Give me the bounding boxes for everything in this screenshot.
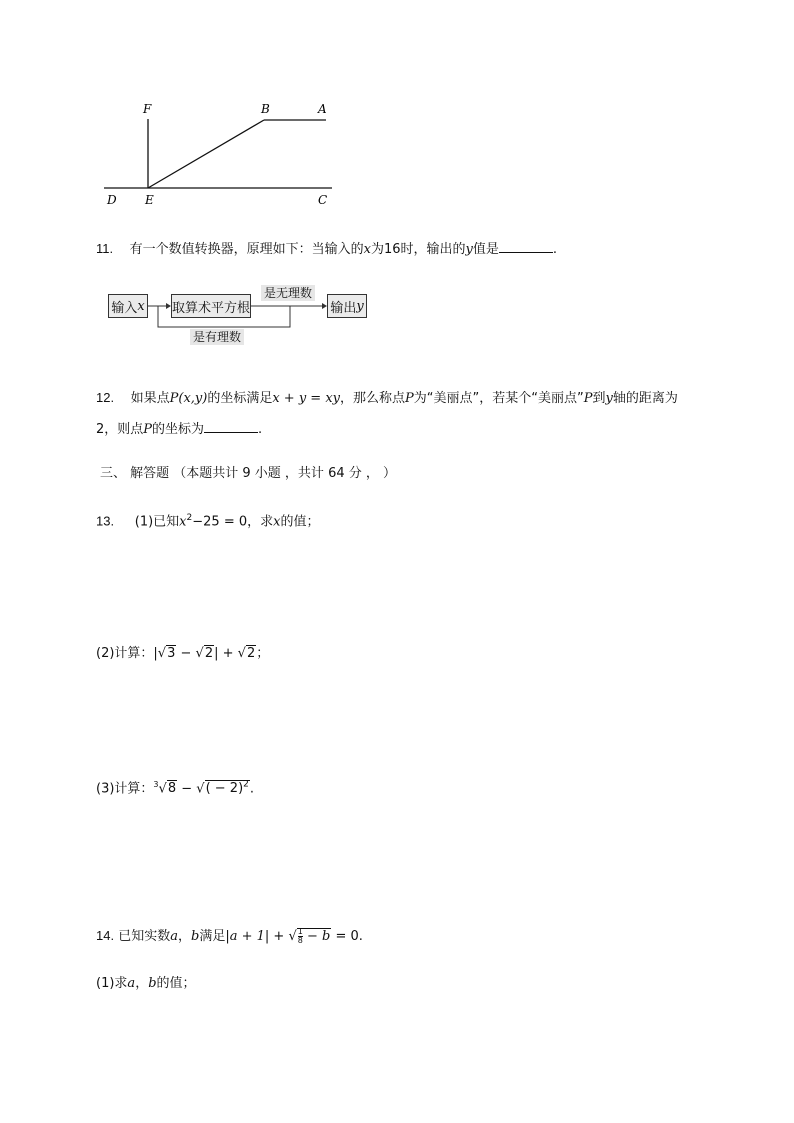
period: .: [552, 242, 558, 257]
variable-a: a: [127, 976, 136, 991]
point-label-e: E: [145, 193, 154, 207]
input-variable: x: [137, 298, 145, 314]
question-text: 有一个数值转换器，原理如下：当输入的: [129, 242, 364, 257]
input-label: 输入: [111, 300, 138, 316]
variable-p: P: [583, 391, 593, 406]
exponent: 2: [243, 780, 249, 790]
point-label-a: A: [318, 102, 327, 116]
question-text: 如果点: [130, 391, 170, 406]
question-text: (1)求: [96, 976, 128, 991]
radicand-inner: ( − 2): [205, 781, 244, 797]
equation: x + y = xy: [272, 391, 341, 406]
radicand: 3: [167, 646, 176, 661]
process-box: [171, 294, 251, 318]
operator: | +: [214, 646, 238, 661]
fraction-numerator: 1: [297, 927, 303, 936]
radicand: [205, 780, 250, 796]
question-text: 的值；: [156, 976, 196, 991]
irrational-label: 是无理数: [261, 285, 315, 301]
fraction-denominator: 8: [297, 936, 303, 945]
question-text: 2，则点: [96, 422, 144, 437]
line-eb: [148, 120, 264, 188]
question-text: (1)已知: [134, 514, 180, 530]
question-number: 12.: [96, 390, 115, 405]
variable-x: x: [363, 242, 371, 257]
question-text: 已知实数: [118, 929, 171, 944]
question-number: 14.: [96, 928, 115, 943]
point-label-f: F: [143, 102, 152, 116]
section-heading: 三、 解答题 （本题共计 9 小题 ，共计 64 分 ， ）: [100, 466, 397, 481]
variable-x: x: [179, 514, 187, 530]
question-text: 的坐标满足: [207, 391, 273, 406]
point-label-c: C: [318, 193, 328, 207]
variable-a: a: [170, 929, 178, 944]
punctuation: ，: [135, 976, 149, 991]
question-text: = 0.: [331, 929, 363, 944]
rational-label: 是有理数: [190, 329, 244, 345]
radicand: 8: [167, 781, 177, 797]
question-text: 为“美丽点”，若某个“美丽点”: [413, 391, 584, 406]
process-label: 取算术平方根: [172, 300, 251, 316]
question-14-part1: [96, 975, 196, 993]
variable-b: b: [191, 929, 200, 944]
answer-blank[interactable]: [204, 420, 258, 433]
question-text: ，那么称点: [340, 391, 406, 406]
question-13-part1: [96, 509, 319, 531]
question-text: (2)计算：|: [96, 646, 158, 661]
input-box: [108, 294, 148, 318]
exponent: 2: [186, 513, 193, 523]
point-label-d: D: [107, 193, 117, 207]
output-label: 输出: [330, 300, 357, 316]
answer-blank[interactable]: [499, 240, 553, 253]
flowchart: [104, 280, 374, 350]
point-label-b: B: [261, 102, 270, 116]
operator: | +: [264, 929, 289, 944]
question-text: 值是: [472, 242, 499, 257]
question-text: 轴的距离为: [612, 391, 678, 406]
root-index: 3: [153, 780, 159, 789]
question-13-part2: (2)计算：|√3 − √2| + √2；: [96, 646, 270, 661]
question-12-line1: [96, 389, 678, 408]
question-number: 13.: [96, 513, 115, 529]
question-text: 为16时，输出的: [371, 242, 466, 257]
question-11: [96, 240, 557, 259]
radicand-rest: − b: [302, 929, 331, 944]
radicand: 2: [204, 646, 214, 661]
question-text: −25 = 0，求: [192, 514, 274, 530]
period: .: [249, 781, 255, 797]
abs-expression: a + 1: [229, 929, 265, 944]
operator: −: [177, 781, 197, 797]
output-variable: y: [356, 298, 364, 314]
radicand: [297, 928, 332, 944]
punctuation: ，: [178, 929, 192, 944]
variable-p: P: [143, 422, 153, 437]
variable-b: b: [148, 976, 157, 991]
question-text: 的坐标为: [152, 422, 205, 437]
output-box: [327, 294, 367, 318]
variable-p: P: [405, 391, 414, 406]
variable-y: y: [605, 391, 613, 406]
operator: −: [176, 646, 196, 661]
question-14: 14. 已知实数a，b满足|a + 1| + √ $\frac{1}{8}$ − b = 0.: [96, 927, 363, 945]
radicand: 2: [246, 646, 256, 661]
geometry-figure: [100, 100, 340, 212]
question-13-part3: (3)计算：$^3$√8 − √( − 2)$^2$.: [96, 780, 255, 797]
question-text: 的值；: [280, 514, 320, 530]
question-12-line2: [96, 420, 262, 439]
point-expression: P(x,y): [169, 391, 208, 406]
question-text: (3)计算：: [96, 781, 154, 797]
variable-x: x: [273, 514, 281, 530]
question-number: 11.: [96, 241, 114, 256]
question-text: 满足|: [199, 929, 230, 944]
period: .: [258, 422, 263, 437]
punctuation: ；: [256, 646, 270, 661]
question-text: 到: [592, 391, 606, 406]
variable-y: y: [465, 242, 473, 257]
